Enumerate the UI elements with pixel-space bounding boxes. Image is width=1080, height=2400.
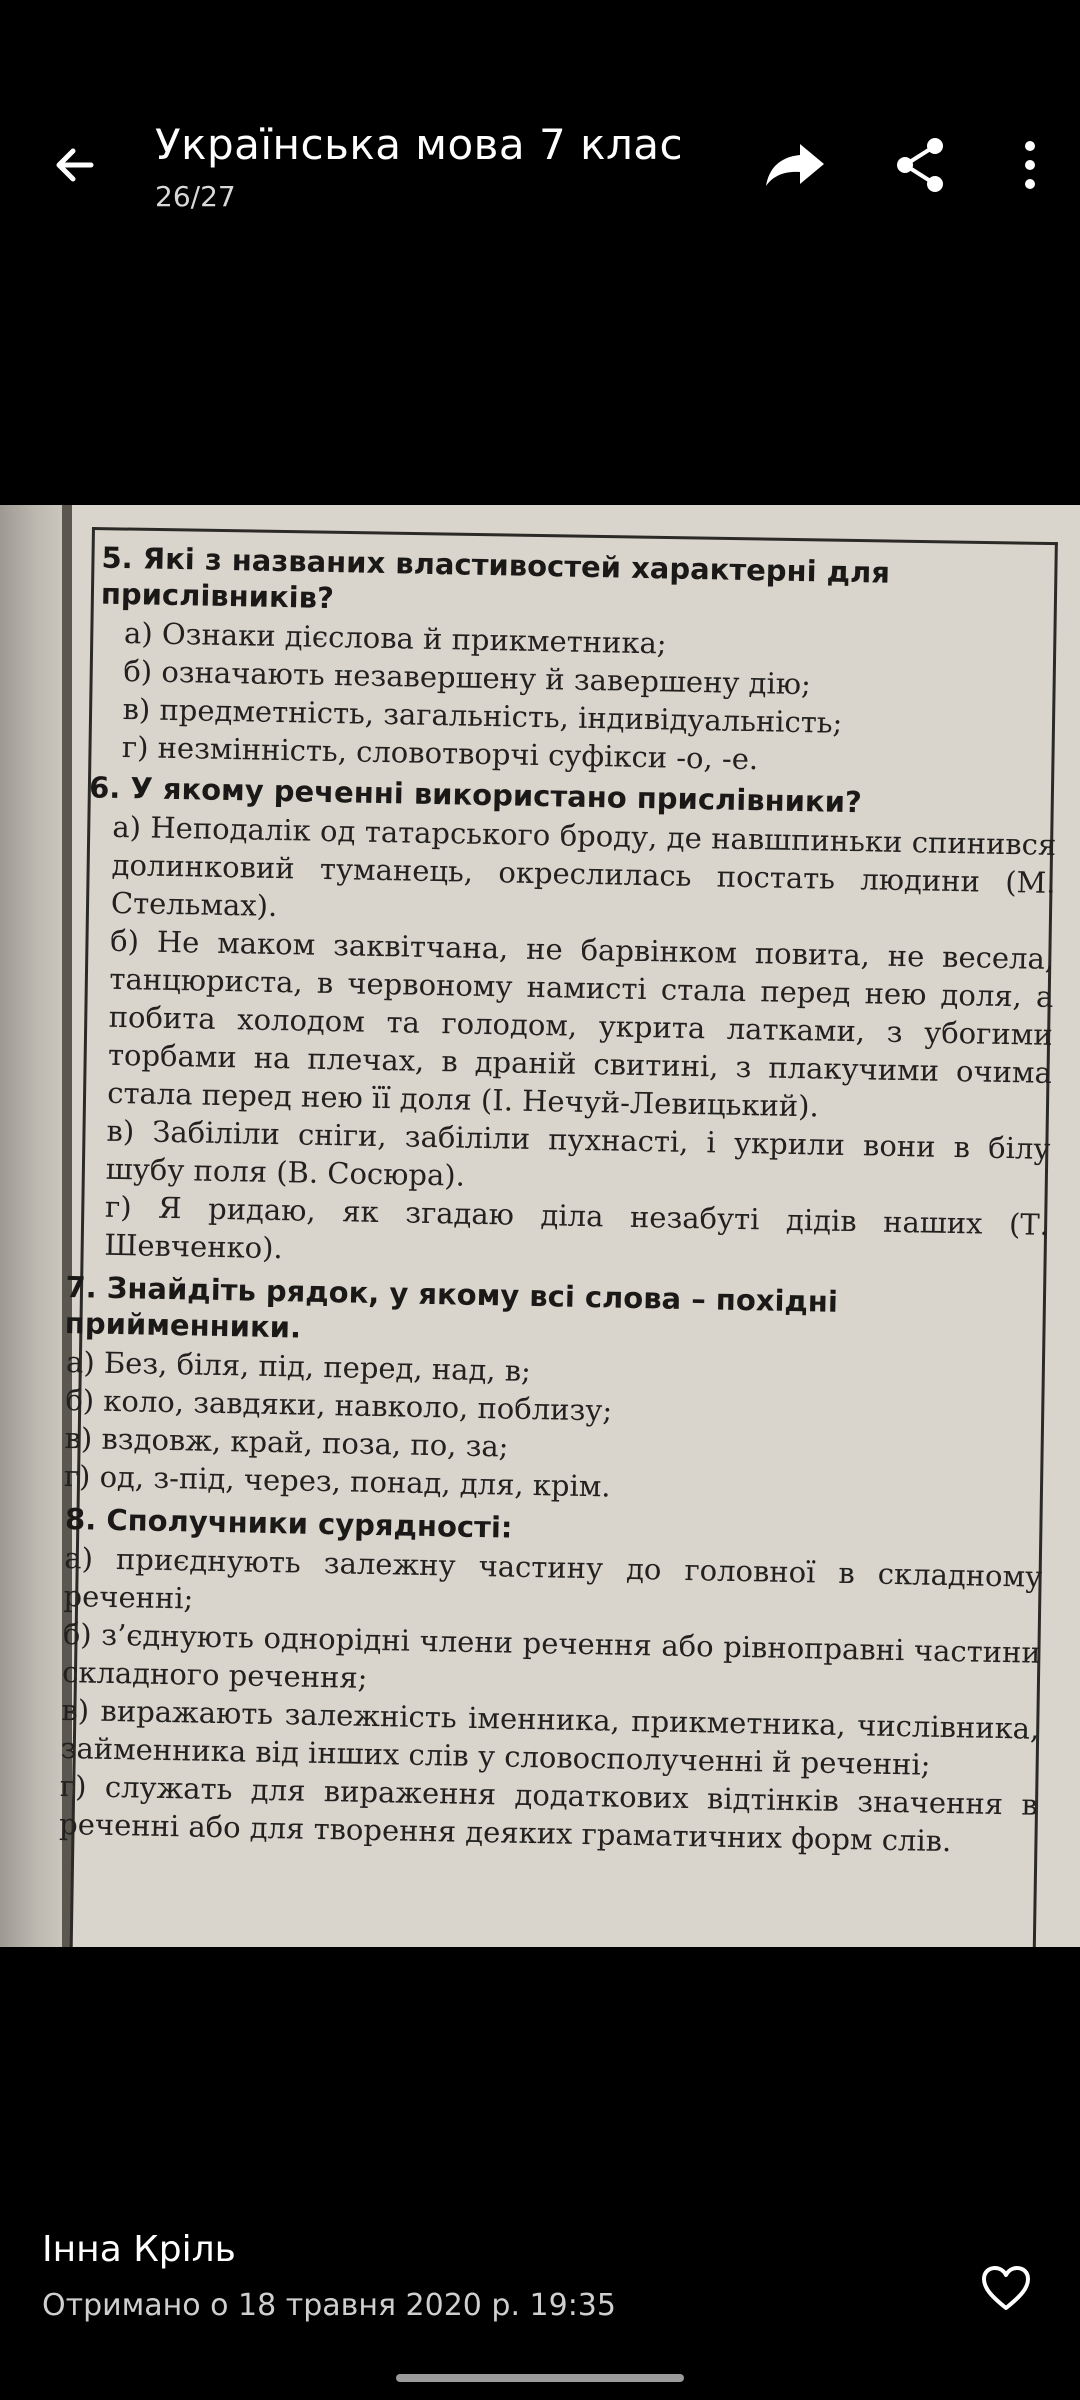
question-5-option-a: а) Ознаки дієслова й прикметника; (123, 616, 667, 661)
photo-counter: 26/27 (155, 180, 236, 213)
album-title: Українська мова 7 клас (155, 120, 684, 169)
home-indicator[interactable] (396, 2374, 684, 2382)
question-8-option-c: в) виражають залежність іменника, прикметника, числівника, займенника від інших слів у словосполученні й реченні; (60, 1693, 1040, 1782)
question-7-option-a: а) Без, біля, під, перед, над, в; (65, 1345, 532, 1388)
textbook-text (47, 535, 1062, 1862)
title-block (155, 120, 683, 213)
sender-name[interactable]: Інна Кріль (42, 2229, 236, 2270)
forward-arrow-icon (764, 140, 826, 190)
question-7-title: 7. Знайдіть рядок, у якому всі слова – похідні прийменники. (64, 1270, 839, 1345)
question-6-option-b: б) Не маком заквітчана, не барвінком повита, не весела, танцюриста, в червоному намисті стала перед нею доля, а побита холодом та голодом, укрита латками, з убогими торбами на плечах, в драній свитині, з плакучими очима стала перед нею її доля (І. Нечуй-Левицький). (106, 923, 1055, 1124)
question-7-option-d: г) од, з-під, через, понад, для, крім. (63, 1459, 611, 1504)
question-6-option-a: а) Неподалік од татарського броду, де навшпиньки спинився долинковий туманець, окреслилась постать людини (М. Стельмах). (110, 809, 1057, 924)
received-timestamp: Отримано о 18 травня 2020 р. 19:35 (42, 2288, 616, 2323)
question-6-title: 6. У якому реченні використано прислівники? (88, 770, 863, 820)
question-6-option-c: в) Забіліли сніги, забіліли пухнасті, і укрили вони в білу шубу поля (В. Сосюра). (105, 1113, 1051, 1193)
back-button[interactable] (40, 130, 110, 200)
more-options-button[interactable] (995, 130, 1065, 200)
like-button[interactable] (978, 2260, 1034, 2316)
message-info (42, 2228, 616, 2323)
question-5-title: 5. Які з названих властивостей характерні для прислівників? (100, 540, 891, 616)
question-6 (80, 769, 1057, 1281)
top-bar (0, 0, 1080, 320)
question-8-option-b: б) з’єднують однорідні члени речення або рівноправні частини складного речення; (61, 1617, 1042, 1695)
question-7-option-c: в) вздовж, край, поза, по, за; (64, 1421, 509, 1464)
question-8-title: 8. Сполучники сурядності: (64, 1502, 513, 1545)
heart-icon (981, 2265, 1031, 2311)
question-6-option-d: г) Я ридаю, як згадаю діла незабуті дідів наших (Т. Шевченко). (104, 1189, 1050, 1266)
more-vertical-icon (1022, 140, 1038, 190)
share-icon (894, 137, 946, 193)
share-button[interactable] (885, 130, 955, 200)
question-8-option-a: а) приєднують залежну частину до головної в складному реченні; (63, 1541, 1043, 1616)
question-7-option-b: б) коло, завдяки, навколо, поблизу; (65, 1383, 613, 1428)
question-5-option-c: в) предметність, загальність, індивідуальність; (122, 692, 843, 740)
textbook-photo[interactable] (0, 505, 1080, 1947)
question-5 (98, 540, 1062, 784)
back-arrow-icon (51, 141, 99, 189)
question-5-option-b: б) означають незавершену й завершену дію; (123, 654, 812, 702)
question-8-option-d: г) служать для вираження додаткових відтінків значення в реченні або для творення деяких граматичних форм слів. (58, 1769, 1039, 1859)
forward-button[interactable] (760, 130, 830, 200)
question-5-option-d: г) незмінність, словотворчі суфікси -о, -е. (121, 730, 759, 777)
question-8 (59, 1501, 1043, 1862)
question-7 (62, 1269, 1048, 1514)
